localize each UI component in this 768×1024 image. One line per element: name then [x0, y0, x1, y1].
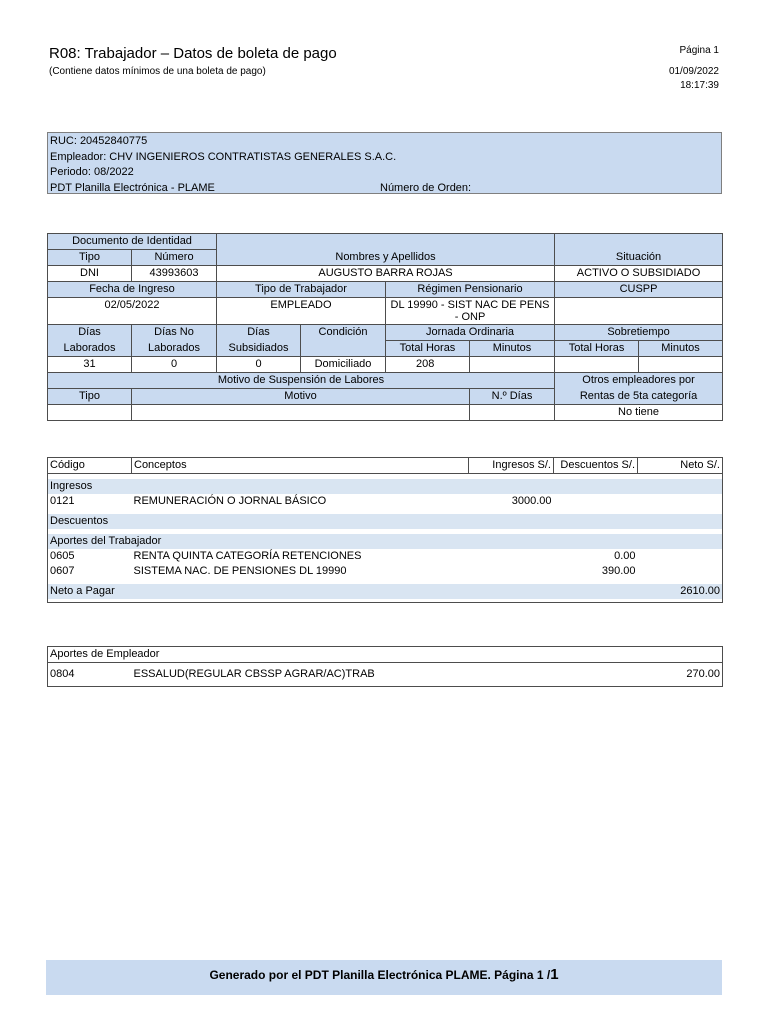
cuspp	[555, 298, 723, 325]
condition-header-blank	[301, 341, 386, 357]
worker-name: AUGUSTO BARRA ROJAS	[217, 266, 555, 282]
row-concept: ESSALUD(REGULAR CBSSP AGRAR/AC)TRAB	[133, 668, 375, 680]
ordinary-total-hours: 208	[386, 357, 470, 373]
overtime-header: Sobretiempo	[555, 325, 723, 341]
pension-header: Régimen Pensionario	[386, 282, 555, 298]
overtime-minutes	[639, 357, 723, 373]
concepts-table	[47, 457, 723, 603]
doc-identity-header: Documento de Identidad	[48, 234, 217, 250]
overtime-total-hours-header: Total Horas	[555, 341, 639, 357]
days-worked: 31	[48, 357, 132, 373]
other-employers: No tiene	[555, 405, 723, 421]
suspension-reason	[132, 405, 470, 421]
income-header: Ingresos S/.	[469, 458, 554, 474]
order-number-label: Número de Orden:	[380, 181, 472, 194]
hire-date-header: Fecha de Ingreso	[48, 282, 217, 298]
ruc: RUC: 20452840775	[50, 135, 148, 147]
status-header: Situación	[555, 234, 723, 266]
table-row	[48, 564, 723, 579]
hire-date: 02/05/2022	[48, 298, 217, 325]
row-code: 0121	[50, 495, 75, 507]
suspension-reason-header: Motivo	[132, 389, 470, 405]
row-concept: RENTA QUINTA CATEGORÍA RETENCIONES	[133, 550, 362, 562]
employer-name: Empleador: CHV INGENIEROS CONTRATISTAS GENERALES S.A.C.	[50, 150, 397, 163]
condition: Domiciliado	[301, 357, 386, 373]
overtime-total-hours	[555, 357, 639, 373]
footer	[46, 960, 722, 995]
row-concept: SISTEMA NAC. DE PENSIONES DL 19990	[133, 565, 347, 577]
days-not-worked-header-1: Días No	[132, 325, 217, 341]
table-row	[48, 549, 723, 564]
doc-type: DNI	[48, 266, 132, 282]
code-header: Código	[48, 458, 132, 474]
net-header: Neto S/.	[638, 458, 723, 474]
row-deduction: 0.00	[614, 550, 636, 562]
deductions-header: Descuentos S/.	[554, 458, 638, 474]
days-subsidized-header-2: Subsidiados	[217, 341, 301, 357]
suspension-header: Motivo de Suspensión de Labores	[48, 373, 555, 389]
concepts-header: Conceptos	[132, 458, 469, 474]
footer-text: Generado por el PDT Planilla Electrónica PLAME. Página 1 /	[209, 968, 551, 982]
days-worked-header-2: Laborados	[48, 341, 132, 357]
cuspp-header: CUSPP	[555, 282, 723, 298]
days-not-worked: 0	[132, 357, 217, 373]
table-row	[48, 667, 723, 682]
row-amount: 270.00	[686, 668, 721, 680]
days-worked-header-1: Días	[48, 325, 132, 341]
pdt-label: PDT Planilla Electrónica - PLAME	[50, 181, 215, 194]
period: Periodo: 08/2022	[50, 166, 134, 178]
condition-header: Condición	[301, 325, 386, 341]
row-code: 0607	[50, 565, 75, 577]
row-code: 0605	[50, 550, 75, 562]
days-not-worked-header-2: Laborados	[132, 341, 217, 357]
ordinary-minutes-header: Minutos	[470, 341, 555, 357]
doc-number-header: Número	[132, 250, 217, 266]
suspension-days-header: N.º Días	[470, 389, 555, 405]
employer-contrib-title: Aportes de Empleador	[48, 647, 723, 663]
worker-type-header: Tipo de Trabajador	[217, 282, 386, 298]
worker-status: ACTIVO O SUBSIDIADO	[555, 266, 723, 282]
report-subtitle: (Contiene datos mínimos de una boleta de pago)	[49, 66, 266, 77]
table-row	[48, 494, 723, 509]
suspension-type	[48, 405, 132, 421]
doc-number: 43993603	[132, 266, 217, 282]
worker-table	[47, 233, 723, 421]
row-income: 3000.00	[511, 495, 552, 507]
row-concept: REMUNERACIÓN O JORNAL BÁSICO	[133, 495, 327, 507]
income-section: Ingresos	[48, 479, 723, 494]
report-time: 18:17:39	[680, 80, 719, 91]
net-pay-label: Neto a Pagar	[48, 584, 638, 599]
pdt-line	[50, 181, 719, 197]
report-date: 01/09/2022	[668, 66, 719, 77]
ordinary-total-hours-header: Total Horas	[386, 341, 470, 357]
names-header: Nombres y Apellidos	[217, 234, 555, 266]
overtime-minutes-header: Minutos	[639, 341, 723, 357]
days-subsidized-header-1: Días	[217, 325, 301, 341]
report-title: R08: Trabajador – Datos de boleta de pago	[49, 45, 337, 62]
suspension-days	[470, 405, 555, 421]
net-pay-value: 2610.00	[638, 584, 723, 599]
worker-type: EMPLEADO	[217, 298, 386, 325]
other-employers-header-1: Otros empleadores por	[555, 373, 723, 389]
doc-type-header: Tipo	[48, 250, 132, 266]
days-subsidized: 0	[217, 357, 301, 373]
row-code: 0804	[50, 668, 75, 680]
footer-page-total: 1	[550, 966, 559, 983]
worker-contrib-section: Aportes del Trabajador	[48, 534, 723, 549]
employer-info	[47, 132, 722, 194]
ordinary-minutes	[470, 357, 555, 373]
ordinary-hours-header: Jornada Ordinaria	[386, 325, 555, 341]
employer-contrib-table	[47, 646, 723, 687]
page-number: Página 1	[679, 45, 719, 56]
deductions-section: Descuentos	[48, 514, 723, 529]
pension-regime: DL 19990 - SIST NAC DE PENS - ONP	[386, 298, 555, 325]
row-deduction: 390.00	[601, 565, 636, 577]
suspension-type-header: Tipo	[48, 389, 132, 405]
other-employers-header-2: Rentas de 5ta categoría	[555, 389, 723, 405]
